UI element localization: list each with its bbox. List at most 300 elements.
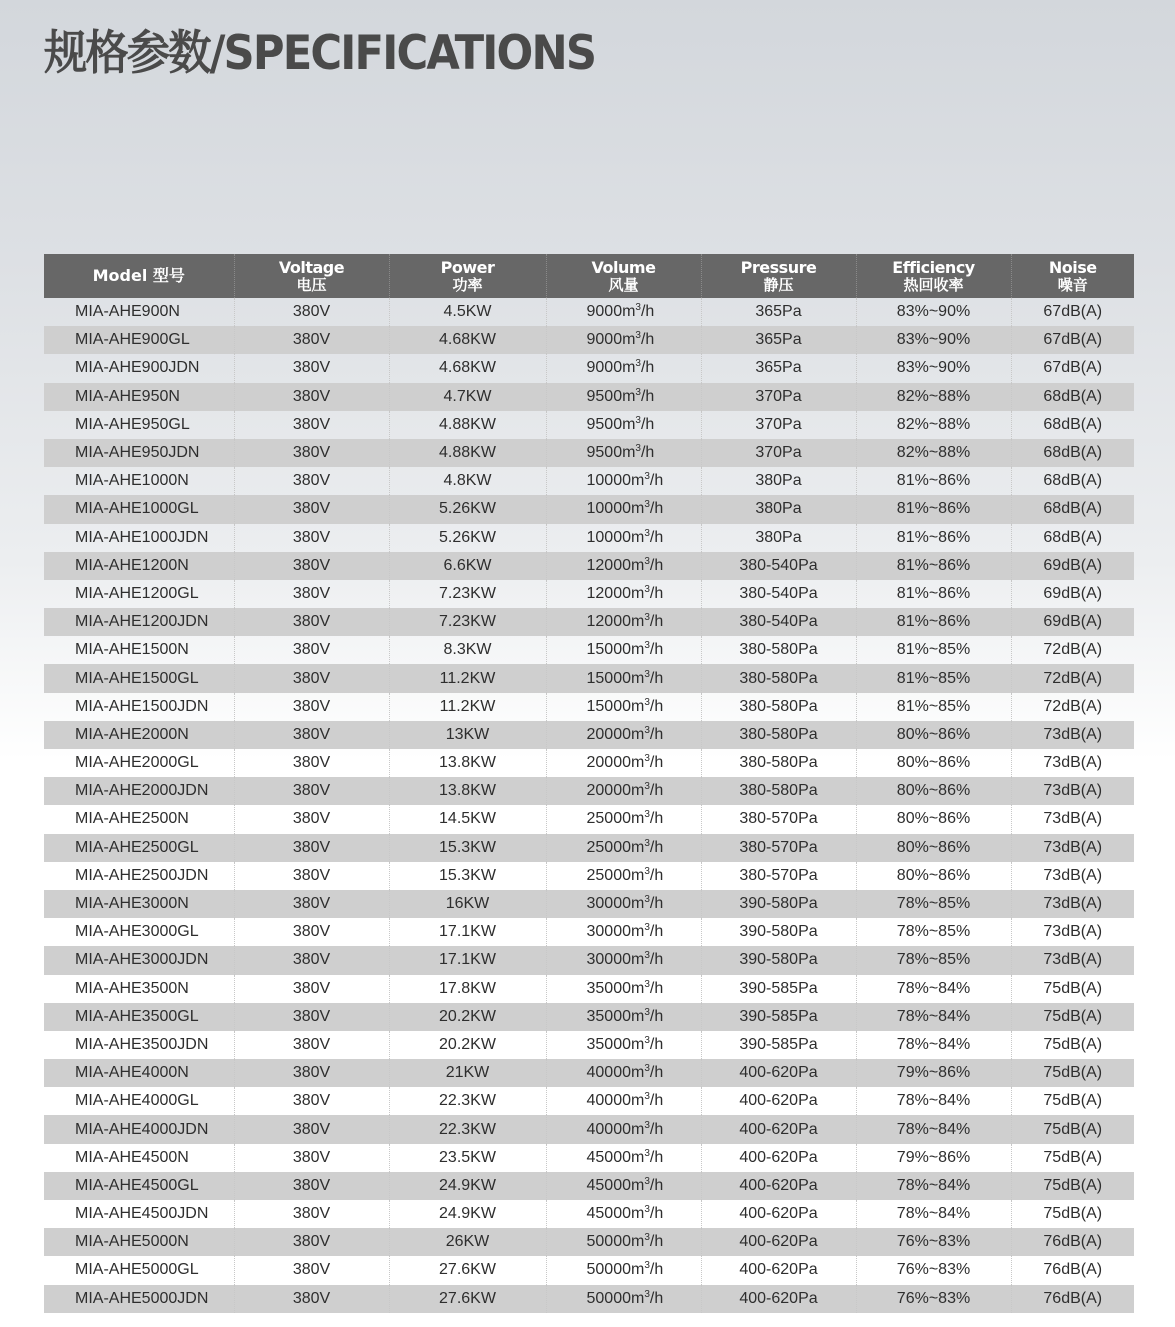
- cell-model: MIA-AHE3500JDN: [75, 1035, 209, 1053]
- cell-voltage: 380V: [234, 552, 389, 580]
- volume-unit-suffix: /h: [649, 725, 664, 743]
- cell-pressure: 400-620Pa: [701, 1285, 856, 1313]
- volume-unit-exponent: 3: [644, 1091, 650, 1103]
- volume-unit-base: m: [622, 359, 636, 377]
- cell-noise: 69dB(A): [1011, 580, 1134, 608]
- volume-unit-exponent: 3: [644, 471, 650, 483]
- cell-volume: [546, 1228, 701, 1256]
- table-row: [44, 608, 1134, 636]
- cell-pressure: 400-620Pa: [701, 1200, 856, 1228]
- volume-unit-exponent: 3: [644, 499, 650, 511]
- cell-efficiency: 78%~85%: [856, 890, 1011, 918]
- volume-unit-exponent: 3: [635, 358, 641, 370]
- cell-voltage: 380V: [234, 1087, 389, 1115]
- cell-pressure: 400-620Pa: [701, 1115, 856, 1143]
- cell-pressure: 380-580Pa: [701, 721, 856, 749]
- cell-power: 20.2KW: [389, 1031, 546, 1059]
- header-row: [44, 254, 1134, 298]
- cell-efficiency: 78%~84%: [856, 1087, 1011, 1115]
- table-row: [44, 1285, 1134, 1313]
- cell-power: 17.1KW: [389, 946, 546, 974]
- cell-noise: 68dB(A): [1011, 439, 1134, 467]
- volume-value: 25000: [586, 838, 631, 856]
- volume-value: 9000: [586, 303, 623, 321]
- cell-noise: 67dB(A): [1011, 354, 1134, 382]
- header-power-zh: 功率: [452, 275, 483, 294]
- volume-unit-suffix: /h: [649, 641, 664, 659]
- volume-value: 40000: [586, 1120, 631, 1138]
- cell-power: 15.3KW: [389, 834, 546, 862]
- cell-volume: [546, 1172, 701, 1200]
- cell-model: MIA-AHE1200GL: [75, 584, 199, 602]
- table-header: [44, 254, 1134, 298]
- cell-efficiency: 82%~88%: [856, 439, 1011, 467]
- volume-unit-base: m: [631, 725, 645, 743]
- volume-unit-base: m: [631, 951, 645, 969]
- cell-model: MIA-AHE4500N: [75, 1148, 189, 1166]
- cell-pressure: 400-620Pa: [701, 1256, 856, 1284]
- cell-voltage: 380V: [234, 354, 389, 382]
- cell-model: MIA-AHE2500N: [75, 810, 189, 828]
- cell-power: 7.23KW: [389, 580, 546, 608]
- cell-pressure: 400-620Pa: [701, 1059, 856, 1087]
- cell-volume: [546, 693, 701, 721]
- volume-unit-suffix: /h: [649, 584, 664, 602]
- cell-efficiency: 80%~86%: [856, 721, 1011, 749]
- cell-voltage: 380V: [234, 777, 389, 805]
- volume-unit-exponent: 3: [644, 527, 650, 539]
- cell-noise: 75dB(A): [1011, 1115, 1134, 1143]
- cell-noise: 76dB(A): [1011, 1228, 1134, 1256]
- cell-voltage: 380V: [234, 1228, 389, 1256]
- cell-pressure: 380-540Pa: [701, 608, 856, 636]
- cell-model: MIA-AHE1500JDN: [75, 697, 209, 715]
- cell-voltage: 380V: [234, 326, 389, 354]
- cell-volume: [546, 1059, 701, 1087]
- cell-power: 5.26KW: [389, 495, 546, 523]
- cell-model: MIA-AHE2000GL: [75, 754, 199, 772]
- volume-unit-base: m: [631, 866, 645, 884]
- cell-voltage: 380V: [234, 1115, 389, 1143]
- cell-power: 15.3KW: [389, 862, 546, 890]
- volume-unit-exponent: 3: [644, 978, 650, 990]
- cell-efficiency: 78%~84%: [856, 1003, 1011, 1031]
- volume-unit-exponent: 3: [644, 612, 650, 624]
- volume-unit-base: m: [631, 584, 645, 602]
- cell-pressure: 400-620Pa: [701, 1144, 856, 1172]
- cell-voltage: 380V: [234, 383, 389, 411]
- volume-value: 9000: [586, 359, 623, 377]
- cell-voltage: 380V: [234, 834, 389, 862]
- volume-unit-exponent: 3: [644, 555, 650, 567]
- cell-pressure: 390-580Pa: [701, 918, 856, 946]
- cell-volume: [546, 354, 701, 382]
- table-row: [44, 1172, 1134, 1200]
- cell-model: MIA-AHE950N: [44, 383, 234, 411]
- volume-unit-suffix: /h: [649, 895, 664, 913]
- volume-unit-suffix: /h: [649, 613, 664, 631]
- volume-unit-exponent: 3: [644, 809, 650, 821]
- cell-power: 22.3KW: [389, 1115, 546, 1143]
- volume-unit-suffix: /h: [649, 754, 664, 772]
- volume-value: 30000: [586, 951, 631, 969]
- volume-unit-exponent: 3: [635, 414, 641, 426]
- table-row: [44, 946, 1134, 974]
- cell-power: 27.6KW: [389, 1285, 546, 1313]
- cell-pressure: 380Pa: [701, 467, 856, 495]
- cell-voltage: 380V: [234, 975, 389, 1003]
- volume-unit-suffix: /h: [649, 1092, 664, 1110]
- table-row: [44, 298, 1134, 326]
- header-volume-en: Volume: [591, 257, 656, 277]
- volume-value: 45000: [586, 1205, 631, 1223]
- volume-value: 35000: [586, 979, 631, 997]
- cell-volume: [546, 805, 701, 833]
- volume-unit-base: m: [631, 1092, 645, 1110]
- volume-value: 45000: [586, 1176, 631, 1194]
- volume-unit-exponent: 3: [644, 668, 650, 680]
- cell-voltage: 380V: [234, 524, 389, 552]
- cell-power: 24.9KW: [389, 1172, 546, 1200]
- table-row: [44, 1228, 1134, 1256]
- volume-value: 10000: [586, 528, 631, 546]
- header-noise-en: Noise: [1048, 257, 1097, 277]
- volume-unit-base: m: [631, 500, 645, 518]
- volume-value: 50000: [586, 1233, 631, 1251]
- header-power: [389, 254, 546, 298]
- table-row: [44, 439, 1134, 467]
- cell-voltage: 380V: [234, 721, 389, 749]
- volume-unit-suffix: /h: [649, 697, 664, 715]
- cell-power: 21KW: [389, 1059, 546, 1087]
- cell-volume: [546, 1003, 701, 1031]
- cell-efficiency: 83%~90%: [856, 298, 1011, 326]
- cell-model: MIA-AHE950JDN: [44, 439, 234, 467]
- cell-efficiency: 81%~86%: [856, 495, 1011, 523]
- volume-value: 10000: [586, 472, 631, 490]
- cell-noise: 68dB(A): [1011, 383, 1134, 411]
- cell-model: MIA-AHE3000GL: [75, 923, 199, 941]
- cell-pressure: 370Pa: [701, 439, 856, 467]
- cell-volume: [546, 383, 701, 411]
- cell-power: 4.88KW: [389, 439, 546, 467]
- volume-unit-suffix: /h: [649, 1176, 664, 1194]
- volume-unit-suffix: /h: [649, 838, 664, 856]
- cell-efficiency: 78%~84%: [856, 1200, 1011, 1228]
- table-row: [44, 693, 1134, 721]
- cell-noise: 73dB(A): [1011, 777, 1134, 805]
- cell-efficiency: 78%~85%: [856, 946, 1011, 974]
- table-row: [44, 862, 1134, 890]
- cell-volume: [546, 890, 701, 918]
- table-row: [44, 552, 1134, 580]
- cell-efficiency: 79%~86%: [856, 1144, 1011, 1172]
- table-row: [44, 834, 1134, 862]
- page-title: 规格参数/SPECIFICATIONS: [44, 26, 596, 81]
- cell-model: MIA-AHE2000N: [44, 721, 234, 749]
- cell-pressure: 400-620Pa: [701, 1172, 856, 1200]
- volume-unit-base: m: [631, 923, 645, 941]
- cell-noise: 68dB(A): [1011, 495, 1134, 523]
- volume-unit-base: m: [631, 838, 645, 856]
- cell-pressure: 380Pa: [701, 524, 856, 552]
- volume-unit-suffix: /h: [649, 1233, 664, 1251]
- volume-unit-exponent: 3: [644, 894, 650, 906]
- volume-unit-suffix: /h: [649, 669, 664, 687]
- cell-efficiency: 81%~86%: [856, 467, 1011, 495]
- cell-pressure: 380-540Pa: [701, 580, 856, 608]
- cell-efficiency: 80%~86%: [856, 805, 1011, 833]
- volume-unit-base: m: [631, 810, 645, 828]
- cell-power: 6.6KW: [389, 552, 546, 580]
- cell-pressure: 380-580Pa: [701, 777, 856, 805]
- cell-noise: 69dB(A): [1011, 608, 1134, 636]
- cell-power: 4.5KW: [389, 298, 546, 326]
- volume-unit-exponent: 3: [644, 922, 650, 934]
- volume-value: 15000: [586, 641, 631, 659]
- volume-unit-suffix: /h: [640, 415, 655, 433]
- cell-model: MIA-AHE1500N: [75, 641, 189, 659]
- header-model: [44, 254, 234, 298]
- table-row: [44, 1115, 1134, 1143]
- volume-unit-suffix: /h: [649, 1148, 664, 1166]
- volume-unit-suffix: /h: [640, 331, 655, 349]
- cell-power: 17.1KW: [389, 918, 546, 946]
- cell-efficiency: 76%~83%: [856, 1285, 1011, 1313]
- volume-unit-base: m: [631, 613, 645, 631]
- cell-volume: [546, 1087, 701, 1115]
- cell-volume: [546, 664, 701, 692]
- volume-value: 30000: [586, 923, 631, 941]
- volume-unit-base: m: [622, 387, 636, 405]
- cell-efficiency: 78%~84%: [856, 1031, 1011, 1059]
- volume-unit-exponent: 3: [644, 1204, 650, 1216]
- volume-unit-base: m: [631, 895, 645, 913]
- cell-pressure: 380-580Pa: [701, 749, 856, 777]
- volume-unit-exponent: 3: [644, 1034, 650, 1046]
- table-row: [44, 1200, 1134, 1228]
- cell-efficiency: 81%~86%: [856, 524, 1011, 552]
- volume-unit-base: m: [631, 1148, 645, 1166]
- volume-unit-exponent: 3: [635, 386, 641, 398]
- cell-efficiency: 81%~86%: [856, 580, 1011, 608]
- volume-value: 25000: [586, 866, 631, 884]
- volume-value: 50000: [586, 1289, 631, 1307]
- volume-unit-base: m: [622, 415, 636, 433]
- cell-model: MIA-AHE5000JDN: [44, 1285, 234, 1313]
- cell-volume: [546, 946, 701, 974]
- table-row: [44, 411, 1134, 439]
- volume-unit-suffix: /h: [640, 444, 655, 462]
- cell-efficiency: 83%~90%: [856, 354, 1011, 382]
- cell-volume: [546, 636, 701, 664]
- volume-unit-base: m: [631, 1261, 645, 1279]
- volume-value: 10000: [586, 500, 631, 518]
- cell-noise: 75dB(A): [1011, 1059, 1134, 1087]
- volume-unit-exponent: 3: [644, 1288, 650, 1300]
- table-row: [44, 1059, 1134, 1087]
- volume-unit-suffix: /h: [649, 472, 664, 490]
- volume-unit-suffix: /h: [640, 387, 655, 405]
- cell-noise: 75dB(A): [1011, 975, 1134, 1003]
- cell-model: MIA-AHE4000GL: [75, 1092, 199, 1110]
- cell-model: MIA-AHE950GL: [75, 415, 190, 433]
- cell-pressure: 365Pa: [701, 326, 856, 354]
- cell-noise: 67dB(A): [1011, 298, 1134, 326]
- cell-efficiency: 78%~85%: [856, 918, 1011, 946]
- cell-power: 4.88KW: [389, 411, 546, 439]
- cell-pressure: 380-580Pa: [701, 636, 856, 664]
- cell-pressure: 390-580Pa: [701, 890, 856, 918]
- cell-voltage: 380V: [234, 1256, 389, 1284]
- header-noise-zh: 噪音: [1057, 275, 1088, 294]
- cell-model: MIA-AHE900GL: [44, 326, 234, 354]
- specifications-table: [44, 254, 1134, 1313]
- table-row: [44, 354, 1134, 382]
- cell-volume: [546, 411, 701, 439]
- volume-unit-base: m: [631, 669, 645, 687]
- header-noise: [1011, 254, 1134, 298]
- table-row: [44, 721, 1134, 749]
- cell-model: MIA-AHE4000JDN: [44, 1115, 234, 1143]
- volume-unit-suffix: /h: [649, 979, 664, 997]
- cell-volume: [546, 777, 701, 805]
- cell-noise: 73dB(A): [1011, 890, 1134, 918]
- cell-model: MIA-AHE3500N: [75, 979, 189, 997]
- cell-volume: [546, 580, 701, 608]
- cell-pressure: 380-570Pa: [701, 834, 856, 862]
- cell-model: MIA-AHE5000GL: [75, 1261, 199, 1279]
- volume-value: 15000: [586, 697, 631, 715]
- cell-noise: 69dB(A): [1011, 552, 1134, 580]
- cell-power: 13KW: [389, 721, 546, 749]
- cell-voltage: 380V: [234, 636, 389, 664]
- cell-noise: 73dB(A): [1011, 749, 1134, 777]
- cell-volume: [546, 1285, 701, 1313]
- cell-volume: [546, 552, 701, 580]
- volume-unit-suffix: /h: [649, 1064, 664, 1082]
- cell-volume: [546, 1031, 701, 1059]
- cell-efficiency: 79%~86%: [856, 1059, 1011, 1087]
- volume-unit-base: m: [631, 1007, 645, 1025]
- cell-model: MIA-AHE4500JDN: [75, 1205, 209, 1223]
- cell-noise: 73dB(A): [1011, 834, 1134, 862]
- cell-voltage: 380V: [234, 946, 389, 974]
- table-row: [44, 580, 1134, 608]
- volume-value: 9500: [586, 387, 623, 405]
- cell-volume: [546, 608, 701, 636]
- cell-pressure: 400-620Pa: [701, 1087, 856, 1115]
- table-row: [44, 326, 1134, 354]
- volume-unit-base: m: [622, 444, 636, 462]
- cell-noise: 72dB(A): [1011, 664, 1134, 692]
- cell-efficiency: 81%~86%: [856, 608, 1011, 636]
- cell-model: MIA-AHE1000N: [75, 472, 189, 490]
- cell-power: 23.5KW: [389, 1144, 546, 1172]
- cell-volume: [546, 721, 701, 749]
- volume-unit-exponent: 3: [644, 1232, 650, 1244]
- volume-unit-base: m: [631, 1205, 645, 1223]
- cell-pressure: 390-585Pa: [701, 1003, 856, 1031]
- volume-value: 9500: [586, 415, 623, 433]
- cell-pressure: 390-585Pa: [701, 1031, 856, 1059]
- table-row: [44, 383, 1134, 411]
- cell-efficiency: 81%~86%: [856, 552, 1011, 580]
- cell-voltage: 380V: [234, 580, 389, 608]
- cell-pressure: 380-570Pa: [701, 862, 856, 890]
- cell-power: 11.2KW: [389, 693, 546, 721]
- cell-voltage: 380V: [234, 805, 389, 833]
- table-row: [44, 1256, 1134, 1284]
- cell-model: MIA-AHE5000N: [44, 1228, 234, 1256]
- cell-model: MIA-AHE900JDN: [75, 359, 200, 377]
- cell-pressure: 380Pa: [701, 495, 856, 523]
- volume-unit-suffix: /h: [649, 1205, 664, 1223]
- volume-value: 12000: [586, 584, 631, 602]
- cell-power: 4.8KW: [389, 467, 546, 495]
- cell-model: MIA-AHE3500GL: [44, 1003, 234, 1031]
- cell-voltage: 380V: [234, 495, 389, 523]
- volume-unit-exponent: 3: [644, 753, 650, 765]
- volume-value: 30000: [586, 895, 631, 913]
- cell-volume: [546, 975, 701, 1003]
- cell-voltage: 380V: [234, 918, 389, 946]
- cell-efficiency: 81%~85%: [856, 636, 1011, 664]
- volume-value: 40000: [586, 1064, 631, 1082]
- cell-noise: 68dB(A): [1011, 411, 1134, 439]
- cell-pressure: 380-580Pa: [701, 664, 856, 692]
- table-row: [44, 467, 1134, 495]
- volume-value: 20000: [586, 782, 631, 800]
- cell-power: 14.5KW: [389, 805, 546, 833]
- cell-noise: 76dB(A): [1011, 1285, 1134, 1313]
- cell-noise: 75dB(A): [1011, 1200, 1134, 1228]
- cell-model: MIA-AHE4500GL: [44, 1172, 234, 1200]
- volume-unit-suffix: /h: [649, 1007, 664, 1025]
- volume-unit-exponent: 3: [644, 865, 650, 877]
- cell-voltage: 380V: [234, 1031, 389, 1059]
- cell-power: 5.26KW: [389, 524, 546, 552]
- cell-volume: [546, 524, 701, 552]
- volume-unit-exponent: 3: [635, 443, 641, 455]
- cell-efficiency: 80%~86%: [856, 834, 1011, 862]
- cell-voltage: 380V: [234, 411, 389, 439]
- volume-unit-suffix: /h: [640, 359, 655, 377]
- cell-model: MIA-AHE900N: [75, 303, 180, 321]
- cell-power: 13.8KW: [389, 749, 546, 777]
- cell-power: 4.7KW: [389, 383, 546, 411]
- cell-voltage: 380V: [234, 890, 389, 918]
- cell-model: MIA-AHE2000JDN: [44, 777, 234, 805]
- volume-value: 20000: [586, 725, 631, 743]
- volume-unit-base: m: [631, 1035, 645, 1053]
- table-row: [44, 805, 1134, 833]
- table-row: [44, 1031, 1134, 1059]
- cell-noise: 76dB(A): [1011, 1256, 1134, 1284]
- volume-unit-base: m: [631, 1233, 645, 1251]
- cell-voltage: 380V: [234, 467, 389, 495]
- volume-unit-suffix: /h: [640, 303, 655, 321]
- cell-volume: [546, 467, 701, 495]
- volume-unit-suffix: /h: [649, 782, 664, 800]
- header-model-en: Model: [92, 266, 148, 285]
- volume-value: 45000: [586, 1148, 631, 1166]
- cell-power: 24.9KW: [389, 1200, 546, 1228]
- volume-unit-base: m: [631, 528, 645, 546]
- cell-efficiency: 78%~84%: [856, 1172, 1011, 1200]
- cell-voltage: 380V: [234, 862, 389, 890]
- cell-noise: 73dB(A): [1011, 805, 1134, 833]
